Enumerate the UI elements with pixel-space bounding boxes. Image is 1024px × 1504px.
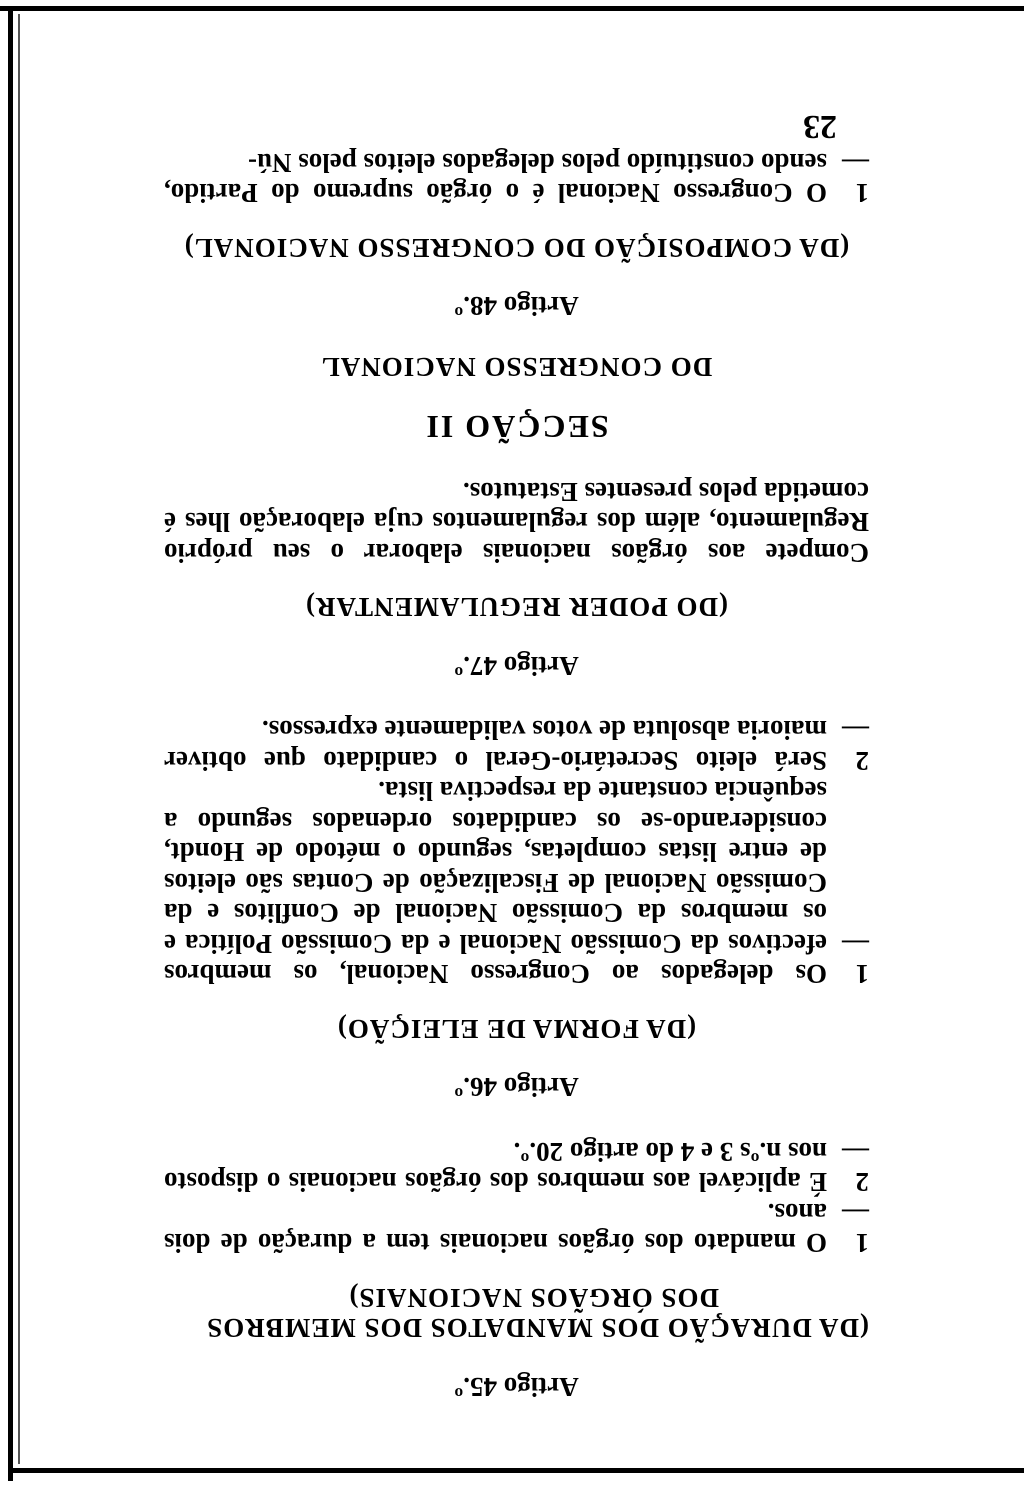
paragraph-text: O mandato dos órgãos nacionais tem a duração de dois anos.	[164, 1198, 827, 1259]
article-48-title: Artigo 48.º	[454, 291, 579, 322]
paragraph-number: 2 —	[842, 715, 869, 776]
article-47-text: Compete aos órgãos nacionais elaborar o seu próprio Regulamento, além dos regulamentos cuja elaboração lhes é cometida pelos presentes Estatutos.	[164, 477, 869, 568]
paragraph-number: 1 —	[842, 1198, 869, 1259]
paragraph-text: É aplicável aos membros dos órgãos nacionais o disposto nos n.ºs 3 e 4 do artigo 20.º.	[164, 1137, 827, 1198]
article-45-title: Artigo 45.º	[454, 1372, 579, 1402]
article-45-paragraph-2	[164, 1137, 869, 1198]
paragraph-number: 1 —	[842, 148, 869, 209]
paragraph-text: O Congresso Nacional é o órgão supremo do Partido, sendo constituído pelos delegados eleitos pelos Nú-	[164, 148, 827, 209]
page-number-area	[164, 102, 869, 146]
page-number: 23	[803, 108, 837, 146]
article-46-title: Artigo 46.º	[454, 1072, 579, 1103]
article-47-title: Artigo 47.º	[454, 651, 579, 681]
article-46-paragraph-2	[164, 715, 869, 776]
paragraph-number: 2 —	[842, 1137, 869, 1198]
article-45-paragraph-1	[164, 1198, 869, 1259]
section-subtitle: DO CONGRESSO NACIONAL	[320, 352, 713, 382]
article-45-heading	[164, 1283, 869, 1344]
paragraph-text: Os delegados ao Congresso Nacional, os membros efectivos da Comissão Nacional e da Comissão Política e os membros da Comissão Nacional de Conflitos e da Comissão Nacional de Fiscalização de Contas são eleitos de entre listas completas, segundo o método de Hondt, considerando-se os candidatos ordenados segundo a sequência constante da respectiva lista.	[164, 776, 827, 990]
article-45-heading-line2: DOS ÓRGÃOS NACIONAIS)	[348, 1283, 719, 1313]
article-47-body	[164, 477, 869, 569]
article-48-body	[164, 148, 869, 209]
article-47-heading: (DO PODER REGULAMENTAR)	[305, 592, 728, 623]
article-46-heading: (DA FORMA DE ELEIÇÃO)	[336, 1014, 697, 1044]
article-46-paragraph-1	[164, 776, 869, 990]
article-48-paragraph-1	[164, 148, 869, 209]
paragraph-number: 1 —	[842, 929, 869, 990]
page-content	[164, 102, 869, 1403]
section-title: SECÇÃO II	[424, 409, 609, 446]
article-48-heading: (DA COMPOSIÇÃO DO CONGRESSO NACIONAL)	[183, 233, 850, 263]
article-45-heading-line1: (DA DURAÇÃO DOS MANDATOS DOS MEMBROS	[206, 1313, 869, 1344]
article-46-body	[164, 715, 869, 990]
paragraph-text: Será eleito Secretário-Geral o candidato que obtiver maioria absoluta de votos validamente expressos.	[164, 715, 827, 776]
article-45-body	[164, 1137, 869, 1259]
